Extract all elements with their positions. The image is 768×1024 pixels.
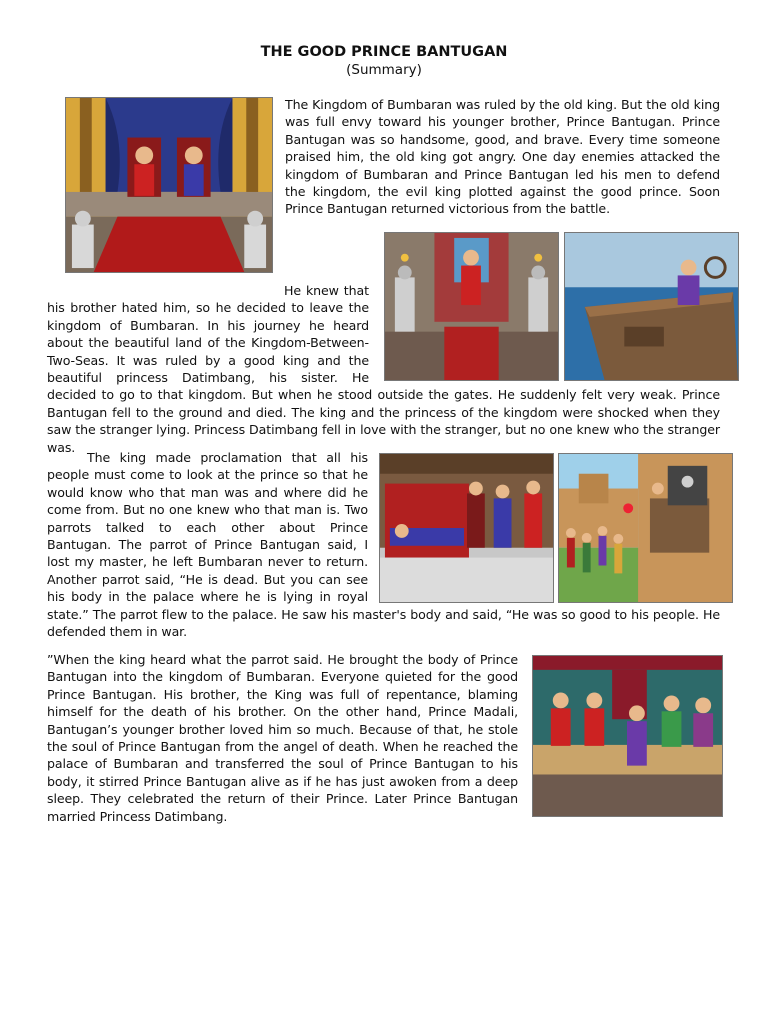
paragraph-3-wrapper bbox=[47, 449, 720, 644]
paragraph-3: The king made proclamation that all his people must come to look at the prince so that he would know who that man was and where did he come from. But no one knew who that man is. Two parrots talked to each other about Prince Bantugan. The parrot of Prince Bantugan said, I lost my master, he left Bumbaran never to return. Another parrot said, “He is dead. But you can see his body in the palace where he is lying in royal state.” The parrot flew to the palace. He saw his master's body and said, “He was so good to his people. He defended them in war. bbox=[47, 450, 720, 640]
illustration-two-kings bbox=[65, 97, 273, 273]
paragraph-1: The Kingdom of Bumbaran was ruled by the old king. But the old king was full envy toward his younger brother, Prince Bantugan. Prince Bantugan was so handsome, good, and brave. Every time someone praised him, the old king got angry. One day enemies attacked the kingdom of Bumbaran and Prince Bantugan led his men to defend the kingdom, the evil king plotted against the good prince. Soon Prince Bantugan returned victorious from the battle. bbox=[285, 97, 720, 217]
paragraph-4: ”When the king heard what the parrot said. He brought the body of Prince Bantugan into the kingdom of Bumbaran. Everyone quieted for the good Prince Bantugan. His brother, the King was full of repentance, blaming himself for the death of his brother. On the other hand, Prince Madali, Bantugan’s younger brother loved him so much. Because of that, he stole the soul of Prince Bantugan from the angel of death. When he reached the palace of Bumbaran and transferred the soul of Prince Bantugan to his body, it stirred Prince Bantugan alive as if he has just awoken from a deep sleep. They celebrated the return of their Prince. Later Prince Bantugan married Princess Datimbang. bbox=[47, 652, 518, 824]
paragraph-2-wrapper bbox=[47, 282, 720, 455]
document-subtitle: (Summary) bbox=[346, 62, 422, 78]
document-title: THE GOOD PRINCE BANTUGAN bbox=[260, 44, 508, 60]
illustration-court-celebration bbox=[532, 655, 723, 817]
paragraph-2: He knew that his brother hated him, so he decided to leave the kingdom of Bumbaran. In his journey he heard about the beautiful land of the Kingdom-Between-Two-Seas. It was ruled by a good king and the beautiful princess Datimbang, his sister. He decided to go to that kingdom. But when he stood outside the gates. He suddenly felt very weak. Prince Bantugan fell to the ground and died. The king and the princess of the kingdom were shocked when they saw the stranger lying. Princess Datimbang fell in love with the stranger, but no one knew who the stranger was. bbox=[47, 283, 720, 455]
